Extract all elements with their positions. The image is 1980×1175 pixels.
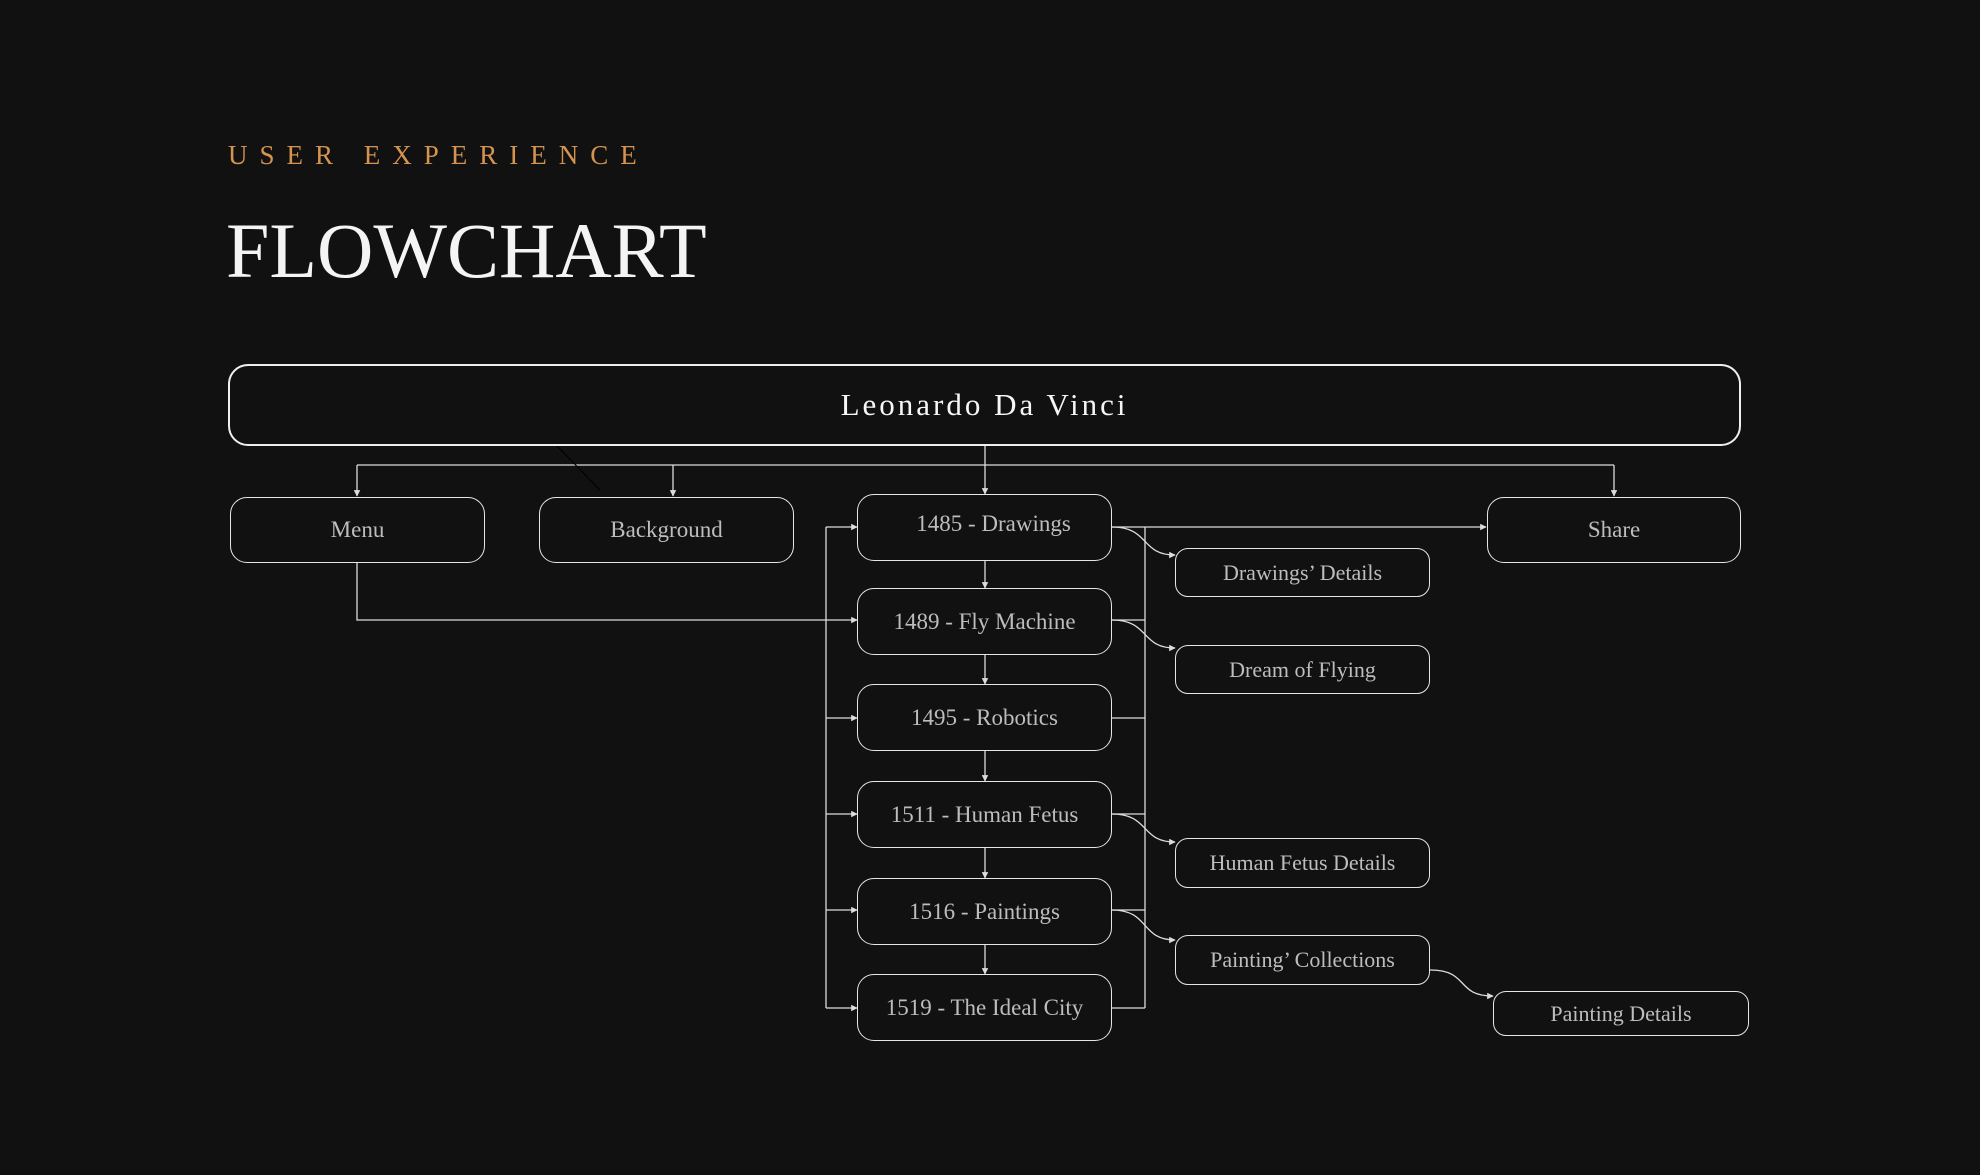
node-label: 1495 - Robotics <box>911 704 1058 730</box>
edge-menu-flymachine <box>357 563 857 620</box>
node-1516-paintings[interactable] <box>857 878 1112 945</box>
node-1519-ideal-city[interactable] <box>857 974 1112 1041</box>
node-drawings-details[interactable] <box>1175 548 1430 597</box>
node-label: 1519 - The Ideal City <box>885 994 1084 1020</box>
node-human-fetus-details[interactable] <box>1175 838 1430 888</box>
node-1489-fly-machine[interactable] <box>857 588 1112 655</box>
node-label: Painting’ Collections <box>1210 947 1395 972</box>
page-title: FLOWCHART <box>226 207 707 294</box>
node-label: Share <box>1587 517 1641 542</box>
node-label: 1485 - Drawings <box>916 510 1071 536</box>
node-1511-human-fetus[interactable] <box>857 781 1112 848</box>
node-label: Menu <box>330 517 385 542</box>
node-label: Leonardo Da Vinci <box>840 387 1129 422</box>
node-label: Drawings’ Details <box>1222 559 1383 585</box>
edge-drawings-details <box>1112 527 1175 555</box>
node-share[interactable] <box>1487 497 1741 563</box>
node-1495-robotics[interactable] <box>857 684 1112 751</box>
node-1485-drawings[interactable] <box>857 494 1112 561</box>
edge-paintings-collections <box>1112 910 1175 940</box>
node-label: 1511 - Human Fetus <box>890 801 1079 827</box>
node-painting-details[interactable] <box>1493 991 1749 1036</box>
edge-fly-dream <box>1112 620 1175 648</box>
node-leonardo-da-vinci[interactable] <box>228 364 1741 446</box>
node-label: Human Fetus Details <box>1209 850 1396 875</box>
edge-collections-details <box>1430 970 1493 996</box>
section-eyebrow: USER EXPERIENCE <box>228 140 649 170</box>
node-menu[interactable] <box>230 497 485 563</box>
node-label: 1516 - Paintings <box>909 898 1060 924</box>
edge-fetus-details <box>1112 814 1175 842</box>
node-painting-collections[interactable] <box>1175 935 1430 985</box>
node-label: Painting Details <box>1550 1000 1692 1026</box>
node-label: Dream of Flying <box>1229 656 1376 682</box>
node-label: 1489 - Fly Machine <box>893 608 1076 634</box>
node-dream-of-flying[interactable] <box>1175 645 1430 694</box>
node-background[interactable] <box>539 497 794 563</box>
node-label: Background <box>610 517 723 542</box>
